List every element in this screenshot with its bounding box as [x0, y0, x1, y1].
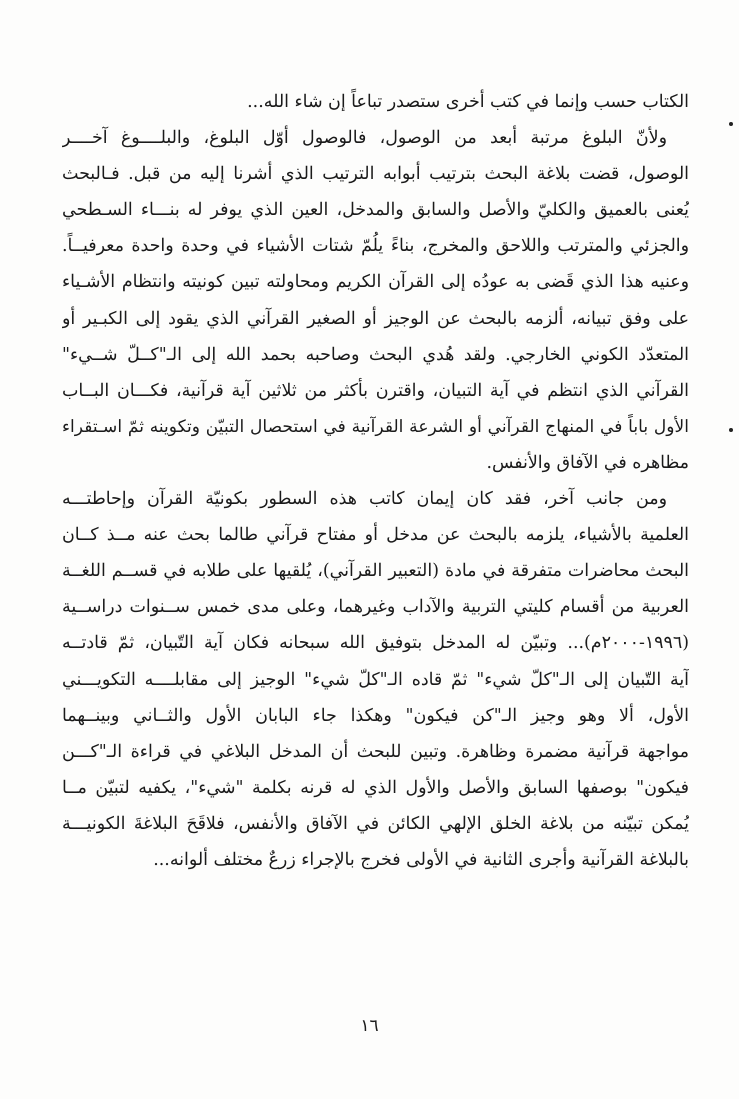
- text-line: العربية من أقسام كليتي التربية والآداب وغيرهما، وعلى مدى خمس ســنوات دراســية: [62, 597, 689, 618]
- text-line: العلمية بالأشياء، يلزمه بالبحث عن مدخل أو مفتاح قرآني طالما بحث عنه مــذ كــان: [62, 525, 689, 546]
- margin-dot: [729, 428, 733, 432]
- text-line: الكتاب حسب وإنما في كتب أخرى ستصدر تباعاً إن شاء الله...: [247, 92, 689, 112]
- text-line: بالبلاغة القرآنية وأجرى الثانية في الأولى فخرج بالإجراء زرعٌ مختلف ألوانه...: [153, 849, 689, 870]
- text-line: البحث محاضرات متفرقة في مادة (التعبير القرآني)، يُلقيها على طلابه في قســم اللغــة: [62, 561, 689, 582]
- text-line: المتعدّد الكوني الخارجي. ولقد هُدي البحث وصاحبه بحمد الله إلى الـ"كــلّ شــيء": [62, 344, 689, 365]
- text-line: والجزئي والمترتب واللاحق والمخرج، بناءً يلُمّ شتات الأشياء في وحدة واحدة معرفيــاً.: [62, 236, 689, 257]
- text-line: يُمكن تبيّنه من بلاغة الخلق الإلهي الكائن في الآفاق والأنفس، فلاقَحَ البلاغةَ الكونيـــة: [62, 813, 689, 834]
- body-text: [62, 84, 689, 878]
- text-line: مظاهره في الآفاق والأنفس.: [486, 452, 689, 473]
- text-line: ومن جانب آخر، فقد كان إيمان كاتب هذه السطور بكونيّة القرآن وإحاطتـــه: [62, 489, 667, 510]
- margin-dot: [729, 122, 733, 126]
- text-line: القرآني الذي انتظم في آية التبيان، واقترن بأكثر من ثلاثين آية قرآنية، فكـــان البــاب: [62, 380, 689, 401]
- page-number: ١٦: [360, 1016, 379, 1036]
- text-line: الأول، ألا وهو وجيز الـ"كن فيكون" وهكذا جاء البابان الأول والثــاني وبينــهما: [62, 705, 689, 726]
- text-line: فيكون" بوصفها السابق والأصل والأول الذي له قرنه بكلمة "شيء"، يكفيه لتبيّن مــا: [62, 777, 689, 798]
- text-line: ولأنّ البلوغ مرتبة أبعد من الوصول، فالوصول أوّل البلوغ، والبلــــوغ آخــــر: [62, 128, 667, 149]
- text-line: مواجهة قرآنية مضمرة وظاهرة. وتبين للبحث أن المدخل البلاغي في قراءة الـ"كـــن: [62, 741, 689, 762]
- text-line: وعنيه هذا الذي قَضى به عودُه إلى القرآن الكريم ومحاولته تبين كونيته وانتظام الأشـياء: [62, 272, 689, 293]
- text-line: الأول باباً في المنهاج القرآني أو الشرعة القرآنية في استحصال التبيّن وتكوينه ثمّ اسـتقراء: [62, 416, 689, 437]
- text-line: يُعنى بالعميق والكليّ والأصل والسابق والمدخل، العين الذي يوفر له بنـــاء السـطحي: [62, 200, 689, 221]
- text-line: آية التّبيان إلى الـ"كلّ شيء" ثمّ قاده الـ"كلّ شيء" الوجيز إلى مقابلــــه التكويـــني: [62, 669, 689, 690]
- text-line: على وفق تبيانه، ألزمه بالبحث عن الوجيز أو الصغير القرآني الذي يقود إلى الكبـير أو: [62, 308, 689, 329]
- text-line: (١٩٩٦-٢٠٠٠م)... وتبيّن له المدخل بتوفيق الله سبحانه فكان آية التّبيان، ثمّ قادتــه: [62, 633, 689, 654]
- text-line: الوصول، قضت بلاغة البحث بترتيب أبوابه الترتيب الذي أشرنا إليه من قبل. فـالبحث: [62, 164, 689, 185]
